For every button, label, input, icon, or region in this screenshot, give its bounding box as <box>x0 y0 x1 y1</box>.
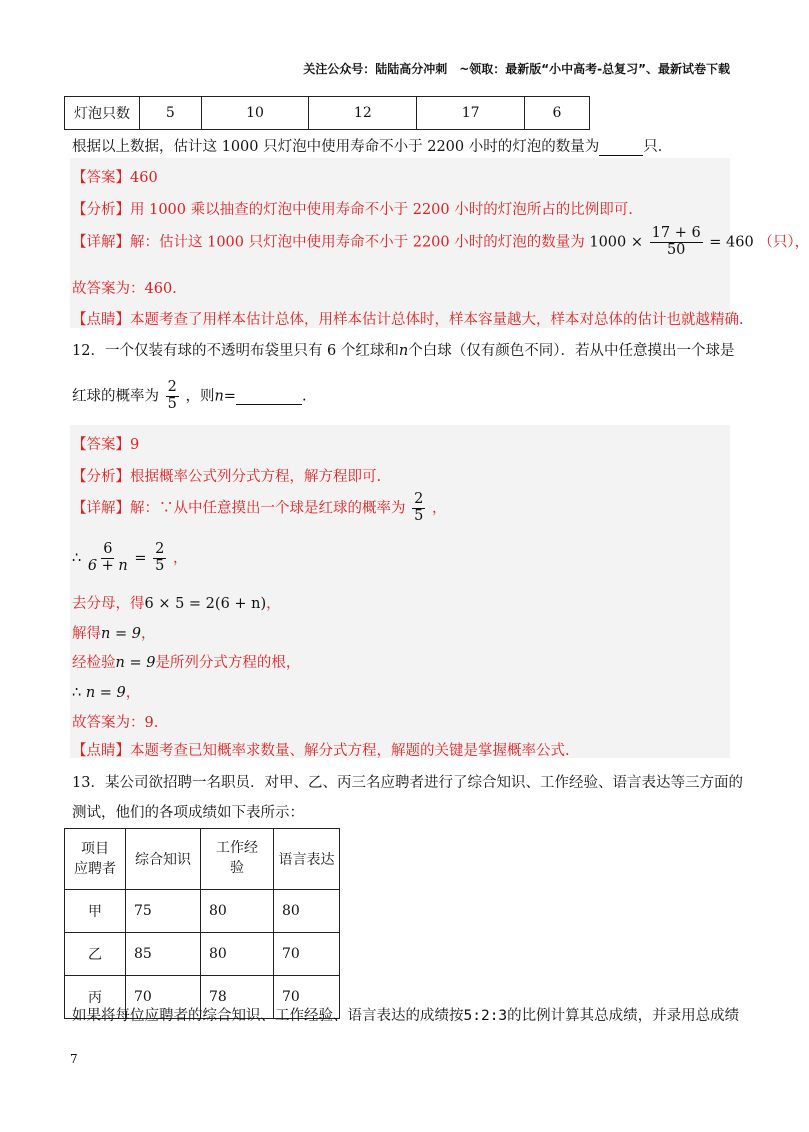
answer-blank <box>236 388 302 405</box>
table-header-cell: 语言表达 <box>274 829 340 890</box>
q12-step3: 经检验n = 9是所列分式方程的根， <box>72 655 301 671</box>
table-header-row <box>65 829 340 890</box>
table-cell: 10 <box>201 97 309 130</box>
question-13-line3: 如果将每位应聘者的综合知识、工作经验、语言表达的成绩按5:2:3的比例计算其总成绩，并录用总成绩 <box>72 1008 740 1024</box>
q12-equation: ∴ $\frac{6}{6 + n}$ = $\frac{2}{5}$ ， <box>72 541 188 574</box>
q12-answer: 【答案】9 <box>72 437 140 453</box>
table-cell: 70 <box>126 976 201 1019</box>
q11-analysis: 【分析】用 1000 乘以抽查的灯泡中使用寿命不小于 2200 小时的灯泡所占的比例即可. <box>72 202 633 218</box>
fraction: $\frac{6}{6 + n}$ <box>87 541 128 574</box>
q12-step4: ∴ n = 9， <box>72 685 141 701</box>
table-cell: 80 <box>201 890 274 933</box>
table-cell: 80 <box>201 933 274 976</box>
table-cell: 5 <box>140 97 202 130</box>
q12-step1: 去分母，得6 × 5 = 2(6 + n)， <box>72 596 281 612</box>
table-cell: 75 <box>126 890 201 933</box>
score-table <box>64 828 340 1019</box>
table-cell-name: 甲 <box>65 890 126 933</box>
table-header-cell: 工作经 验 <box>201 829 274 890</box>
question-13-line1: 13．某公司欲招聘一名职员．对甲、乙、丙三名应聘者进行了综合知识、工作经验、语言表达等三方面的 <box>72 775 743 791</box>
page-header: 关注公众号：陆陆高分冲刺 ~领取：最新版“小中高考-总复习”、最新试卷下载 <box>303 62 730 76</box>
question-12-line2: 红球的概率为 $\frac{2}{5}$ ，则n= . <box>72 379 307 412</box>
table-cell: 70 <box>274 933 340 976</box>
question-13-line2: 测试，他们的各项成绩如下表所示： <box>72 805 304 821</box>
table-cell: 17 <box>417 97 525 130</box>
table-cell: 70 <box>274 976 340 1019</box>
table-cell-name: 丙 <box>65 976 126 1019</box>
q12-analysis: 【分析】根据概率公式列分式方程，解方程即可. <box>72 469 382 485</box>
q12-detail: 【详解】解：∵从中任意摸出一个球是红球的概率为 $\frac{2}{5}$ ， <box>72 491 447 524</box>
question-11-text: 根据以上数据，估计这 1000 只灯泡中使用寿命不小于 2200 小时的灯泡的数量为 只． <box>72 139 673 155</box>
q11-final: 故答案为：460. <box>72 281 177 297</box>
q11-detail: 【详解】解：估计这 1000 只灯泡中使用寿命不小于 2200 小时的灯泡的数量为 1000 × $\frac{17 + 6}{50}$ = 460 （只）， <box>72 225 809 258</box>
table-header-cell: 综合知识 <box>126 829 201 890</box>
question-12-line1: 12．一个仅装有球的不透明布袋里只有 6 个红球和n个白球（仅有颜色不同）．若从中任意摸出一个球是 <box>72 343 735 359</box>
q11-answer: 【答案】460 <box>72 170 158 186</box>
fraction: $\frac{17 + 6}{50}$ <box>651 225 701 258</box>
table-row <box>65 890 340 933</box>
table-cell: 6 <box>525 97 590 130</box>
q12-final: 故答案为：9. <box>72 715 159 731</box>
table-cell-label: 灯泡只数 <box>65 97 140 130</box>
q12-step2: 解得n = 9， <box>72 626 156 642</box>
table-cell: 85 <box>126 933 201 976</box>
table-cell-name: 乙 <box>65 933 126 976</box>
bulb-count-table <box>64 96 590 130</box>
page-number: 7 <box>70 1052 78 1066</box>
table-row <box>65 97 590 130</box>
q12-comment: 【点睛】本题考查已知概率求数量、解分式方程，解题的关键是掌握概率公式. <box>72 743 570 759</box>
table-corner-cell: 项目 应聘者 <box>65 829 126 890</box>
table-row <box>65 933 340 976</box>
q11-comment: 【点睛】本题考查了用样本估计总体，用样本估计总体时，样本容量越大，样本对总体的估计也就越精确. <box>72 312 744 328</box>
table-cell: 78 <box>201 976 274 1019</box>
table-cell: 12 <box>309 97 417 130</box>
fraction: $\frac{2}{5}$ <box>167 379 177 412</box>
fraction: $\frac{2}{5}$ <box>155 541 165 574</box>
table-cell: 80 <box>274 890 340 933</box>
answer-blank <box>599 139 643 156</box>
fraction: $\frac{2}{5}$ <box>414 491 424 524</box>
